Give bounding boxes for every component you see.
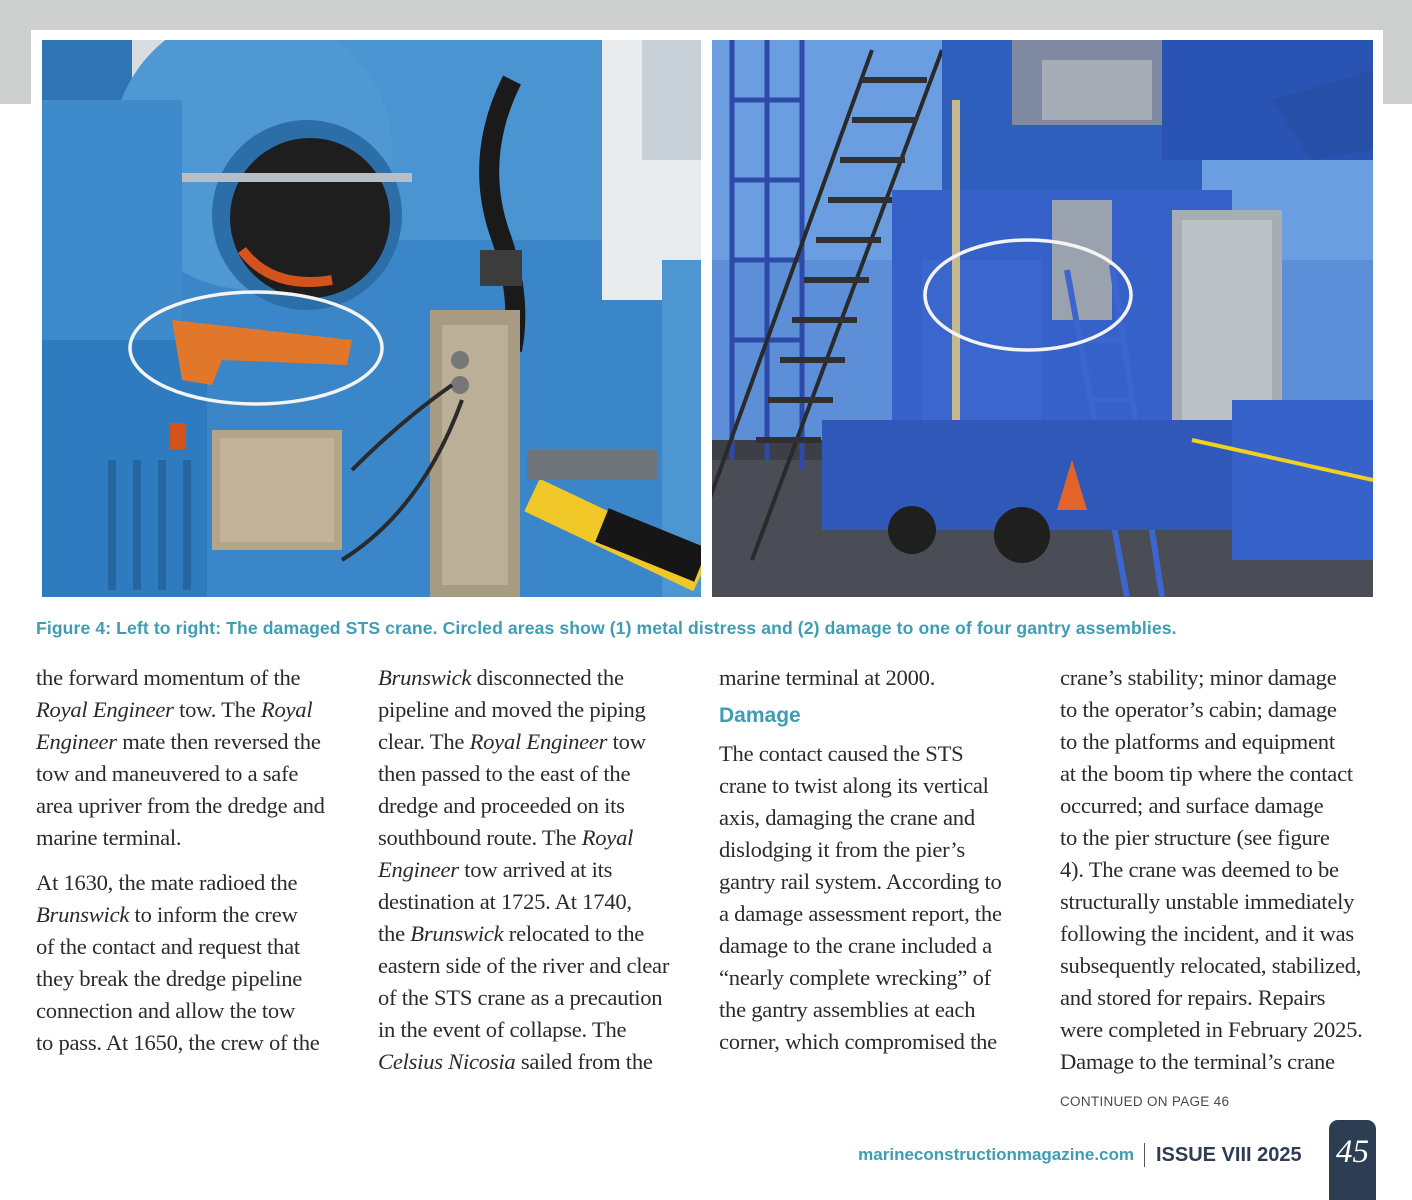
text-line xyxy=(36,694,352,726)
text-segment: were completed in February 2025. xyxy=(1060,1017,1363,1042)
italic-name: Royal Engineer xyxy=(36,697,174,722)
photo-crane-metal-distress xyxy=(42,40,701,597)
text-segment: crane’s stability; minor damage xyxy=(1060,665,1337,690)
text-line xyxy=(378,758,694,790)
text-line xyxy=(378,694,694,726)
text-line xyxy=(1060,822,1390,854)
text-segment: occurred; and surface damage xyxy=(1060,793,1324,818)
text-line xyxy=(719,962,1035,994)
text-line xyxy=(36,726,352,758)
body-column-3 xyxy=(719,662,1035,1058)
text-segment: pipeline and moved the piping xyxy=(378,697,646,722)
text-segment: mate then reversed the xyxy=(116,729,321,754)
text-segment: to the pier structure (see figure xyxy=(1060,825,1330,850)
text-line xyxy=(719,738,1035,770)
text-segment: damage to the crane included a xyxy=(719,933,992,958)
text-line xyxy=(36,899,352,931)
text-segment: then passed to the east of the xyxy=(378,761,631,786)
text-segment: 4). The crane was deemed to be xyxy=(1060,857,1339,882)
text-segment: dislodging it from the pier’s xyxy=(719,837,965,862)
text-segment: structurally unstable immediately xyxy=(1060,889,1355,914)
text-segment: eastern side of the river and clear xyxy=(378,953,670,978)
text-segment: axis, damaging the crane and xyxy=(719,805,975,830)
text-line xyxy=(719,1026,1035,1058)
text-segment: crane to twist along its vertical xyxy=(719,773,989,798)
text-segment: area upriver from the dredge and xyxy=(36,793,325,818)
text-line xyxy=(1060,854,1390,886)
text-segment: to the operator’s cabin; damage xyxy=(1060,697,1337,722)
text-line xyxy=(378,662,694,694)
text-segment: corner, which compromised the xyxy=(719,1029,997,1054)
text-line xyxy=(36,867,352,899)
italic-name: Brunswick xyxy=(410,921,504,946)
text-line xyxy=(36,931,352,963)
italic-name: Celsius Nicosia xyxy=(378,1049,516,1074)
photo-crane-gantry-damage xyxy=(712,40,1373,597)
text-line xyxy=(719,662,1035,694)
text-segment: a damage assessment report, the xyxy=(719,901,1002,926)
footer-website-link[interactable]: marineconstructionmagazine.com xyxy=(858,1145,1134,1164)
text-segment: At 1630, the mate radioed the xyxy=(36,870,298,895)
text-segment: and stored for repairs. Repairs xyxy=(1060,985,1326,1010)
text-line xyxy=(1060,1046,1390,1078)
text-segment: the gantry assemblies at each xyxy=(719,997,976,1022)
text-segment: connection and allow the tow xyxy=(36,998,296,1023)
italic-name: Engineer xyxy=(36,729,117,754)
text-line xyxy=(36,662,352,694)
figure-caption: Figure 4: Left to right: The damaged STS crane. Circled areas show (1) metal distress and (2) damage to one of four gantry assemblies. xyxy=(36,618,1177,638)
text-line xyxy=(1060,982,1390,1014)
text-segment: marine terminal at 2000. xyxy=(719,665,936,690)
text-line xyxy=(378,854,694,886)
text-line xyxy=(378,1046,694,1078)
continued-notice: CONTINUED ON PAGE 46 xyxy=(1060,1094,1230,1109)
text-line xyxy=(719,994,1035,1026)
text-segment: subsequently relocated, stabilized, xyxy=(1060,953,1362,978)
text-line xyxy=(1060,758,1390,790)
text-segment: destination at 1725. At 1740, xyxy=(378,889,632,914)
text-segment: of the contact and request that xyxy=(36,934,300,959)
text-segment: The contact caused the STS xyxy=(719,741,964,766)
text-segment: of the STS crane as a precaution xyxy=(378,985,663,1010)
text-segment: relocated to the xyxy=(503,921,645,946)
text-segment: disconnected the xyxy=(471,665,624,690)
text-line xyxy=(719,866,1035,898)
text-line xyxy=(719,930,1035,962)
text-segment: following the incident, and it was xyxy=(1060,921,1354,946)
text-segment: to pass. At 1650, the crew of the xyxy=(36,1030,320,1055)
text-line xyxy=(36,995,352,1027)
text-segment: “nearly complete wrecking” of xyxy=(719,965,991,990)
text-segment: to the platforms and equipment xyxy=(1060,729,1335,754)
text-line xyxy=(1060,694,1390,726)
text-line xyxy=(719,802,1035,834)
text-line xyxy=(1060,790,1390,822)
text-segment: tow and maneuvered to a safe xyxy=(36,761,299,786)
italic-name: Brunswick xyxy=(36,902,130,927)
text-line xyxy=(1060,726,1390,758)
text-line xyxy=(36,758,352,790)
text-line xyxy=(36,790,352,822)
page-number-tab xyxy=(1329,1120,1376,1200)
text-segment: to inform the crew xyxy=(129,902,298,927)
text-line xyxy=(378,822,694,854)
text-segment: gantry rail system. According to xyxy=(719,869,1002,894)
body-column-1 xyxy=(36,662,352,1059)
text-line xyxy=(36,1027,352,1059)
text-segment: clear. The xyxy=(378,729,470,754)
text-line xyxy=(1060,1014,1390,1046)
text-line xyxy=(378,950,694,982)
text-line xyxy=(719,898,1035,930)
text-line xyxy=(1060,950,1390,982)
body-column-2 xyxy=(378,662,694,1078)
section-heading: Damage xyxy=(719,704,801,727)
italic-name: Royal xyxy=(581,825,634,850)
text-line xyxy=(378,918,694,950)
italic-name: Royal xyxy=(260,697,313,722)
text-line xyxy=(378,790,694,822)
text-line xyxy=(378,726,694,758)
text-line xyxy=(719,834,1035,866)
text-line xyxy=(1060,886,1390,918)
footer-divider xyxy=(1144,1143,1145,1167)
italic-name: Engineer xyxy=(378,857,459,882)
text-line xyxy=(378,1014,694,1046)
text-segment: southbound route. The xyxy=(378,825,582,850)
text-segment: tow. The xyxy=(173,697,261,722)
page-number: 45 xyxy=(1336,1134,1369,1170)
text-segment: tow xyxy=(607,729,646,754)
text-segment: dredge and proceeded on its xyxy=(378,793,625,818)
text-line xyxy=(1060,918,1390,950)
text-line xyxy=(1060,662,1390,694)
text-line xyxy=(378,982,694,1014)
text-line xyxy=(378,886,694,918)
body-column-4 xyxy=(1060,662,1390,1078)
text-line xyxy=(36,963,352,995)
text-segment: marine terminal. xyxy=(36,825,182,850)
text-segment: in the event of collapse. The xyxy=(378,1017,627,1042)
italic-name: Royal Engineer xyxy=(469,729,608,754)
text-segment: the xyxy=(378,921,411,946)
text-segment: they break the dredge pipeline xyxy=(36,966,303,991)
text-segment: at the boom tip where the contact xyxy=(1060,761,1353,786)
text-segment: tow arrived at its xyxy=(458,857,613,882)
text-line xyxy=(719,770,1035,802)
paragraph-gap xyxy=(36,854,352,867)
text-line xyxy=(36,822,352,854)
italic-name: Brunswick xyxy=(378,665,472,690)
photo-crane-gantry-damage-image xyxy=(712,40,1373,597)
text-segment: Damage to the terminal’s crane xyxy=(1060,1049,1335,1074)
text-segment: the forward momentum of the xyxy=(36,665,301,690)
photo-crane-metal-distress-image xyxy=(42,40,701,597)
footer-issue-label: ISSUE VIII 2025 xyxy=(1156,1144,1302,1166)
text-segment: sailed from the xyxy=(515,1049,653,1074)
